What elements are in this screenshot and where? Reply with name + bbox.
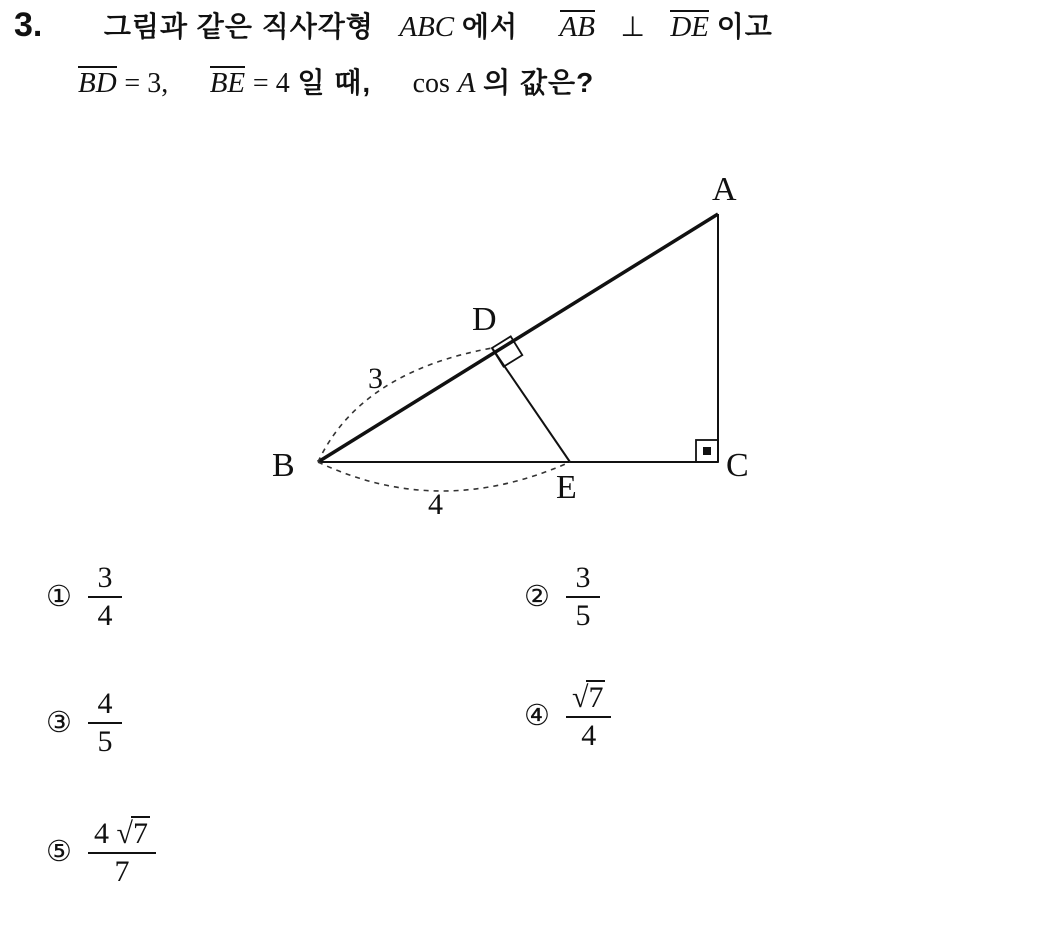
choice-4-numerator: 7 (588, 681, 604, 714)
stem2-korean-a: 일 때, (297, 67, 372, 98)
arc-be (318, 462, 570, 491)
segment-de-line (492, 348, 570, 462)
choice-5-numerator: 7 (132, 817, 148, 850)
question-stem-line-1 (0, 8, 1062, 42)
triangle-name: ABC (399, 11, 455, 43)
question-stem (0, 8, 1062, 98)
choice-3-numerator: 4 (97, 687, 113, 720)
choice-5-coefficient: 4 (94, 817, 109, 850)
choice-3-fraction (88, 688, 122, 758)
choice-2-numerator: 3 (575, 561, 591, 594)
segment-be: BE (209, 67, 246, 99)
stem-korean-c: 이고 (716, 11, 773, 42)
choice-1-denominator: 4 (97, 599, 113, 632)
choice-2-denominator: 5 (575, 599, 591, 632)
choice-1[interactable] (46, 562, 122, 632)
label-b: B (272, 447, 295, 484)
choice-1-fraction (88, 562, 122, 632)
choice-4-radical (572, 680, 605, 714)
be-value: = 4 (252, 68, 290, 99)
perpendicular-symbol: ⊥ (620, 12, 645, 43)
choice-2-fraction (566, 562, 600, 632)
choice-3-mark: ③ (46, 705, 72, 740)
choice-4-fraction (566, 680, 611, 752)
radical-sign-icon: √ (116, 817, 133, 850)
choice-5-numerator-group (88, 816, 156, 852)
segment-ba-line (318, 214, 718, 462)
segment-ab: AB (559, 11, 595, 43)
choice-2[interactable] (524, 562, 600, 632)
choice-4-denominator: 4 (581, 719, 597, 752)
geometry-figure (0, 158, 1062, 538)
right-angle-dot-c (703, 447, 711, 455)
choice-4-numerator-group (566, 680, 611, 716)
choice-3-denominator: 5 (97, 725, 113, 758)
choice-2-mark: ② (524, 579, 550, 614)
choice-5-mark: ⑤ (46, 834, 72, 869)
choice-1-mark: ① (46, 579, 72, 614)
angle-a: A (457, 67, 476, 99)
stem-korean-a: 그림과 같은 직사각형 (103, 11, 374, 42)
choice-5-fraction (88, 816, 156, 888)
radical-sign-icon: √ (572, 681, 589, 714)
segment-bd: BD (78, 67, 117, 99)
choice-5-radical (117, 816, 150, 850)
question-stem-line-2 (0, 66, 1062, 98)
choice-3[interactable] (46, 688, 122, 758)
label-arc-bd: 3 (368, 362, 383, 395)
label-e: E (556, 469, 577, 506)
stem2-korean-b: 의 값은? (483, 67, 595, 98)
choice-1-numerator: 3 (97, 561, 113, 594)
choice-5[interactable] (46, 816, 156, 888)
choice-4-mark: ④ (524, 698, 550, 733)
segment-de: DE (670, 11, 709, 43)
label-a: A (712, 171, 737, 208)
choice-4[interactable] (524, 680, 611, 752)
question-number: 3. (14, 6, 43, 44)
stem-korean-b: 에서 (461, 11, 518, 42)
bd-value: = 3, (124, 68, 169, 99)
label-d: D (472, 301, 497, 338)
label-c: C (726, 447, 749, 484)
label-arc-be: 4 (428, 488, 443, 521)
choice-5-denominator: 7 (114, 855, 130, 888)
cos-operator: cos (412, 68, 450, 99)
